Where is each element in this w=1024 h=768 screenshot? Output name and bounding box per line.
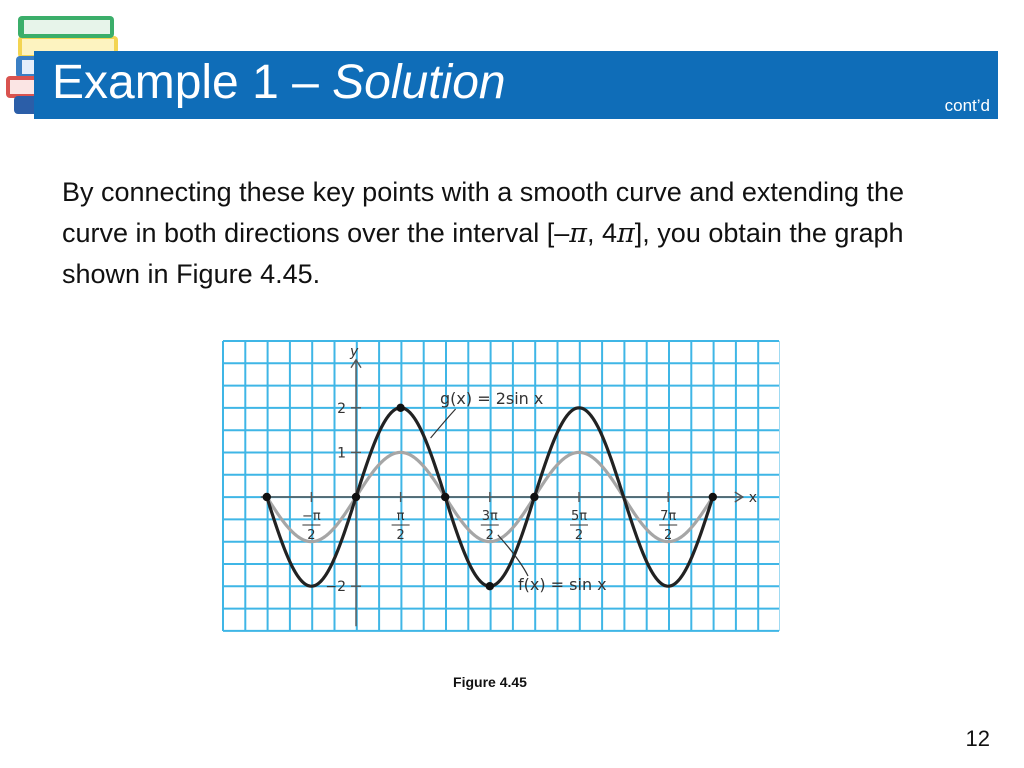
figure-caption: Figure 4.45 xyxy=(453,674,527,690)
key-point xyxy=(441,493,449,501)
y-axis-label: y xyxy=(350,343,359,360)
x-tick-label-numerator: −π xyxy=(302,509,321,524)
annotation-g: g(x) = 2sin x xyxy=(440,389,544,408)
key-point xyxy=(352,493,360,501)
x-tick-label-denominator: 2 xyxy=(664,528,673,543)
y-tick-label: −2 xyxy=(325,579,346,596)
y-tick-label: 1 xyxy=(337,445,346,462)
key-point xyxy=(709,493,717,501)
x-tick-label-numerator: 7π xyxy=(660,509,677,524)
key-point xyxy=(530,493,538,501)
x-tick-label-denominator: 2 xyxy=(574,528,584,543)
slide-title: Example 1 – Solution xyxy=(52,56,506,109)
body-paragraph: By connecting these key points with a smooth curve and extending the curve in both directions over the interval [–π, 4π], you obtain the graph shown in Figure 4.45. xyxy=(62,177,905,289)
key-point xyxy=(486,582,494,590)
title-italic: Solution xyxy=(332,56,506,109)
key-point xyxy=(396,404,404,412)
x-tick-label-denominator: 2 xyxy=(485,528,494,543)
annotation-f: f(x) = sin x xyxy=(518,575,607,594)
grid-lines xyxy=(223,341,780,631)
x-tick-label-denominator: 2 xyxy=(396,528,405,543)
sine-graph xyxy=(222,340,780,632)
y-tick-label: 2 xyxy=(337,400,346,417)
x-tick-label-numerator: π xyxy=(396,509,405,524)
page-number: 12 xyxy=(965,726,990,751)
continued-label: cont’d xyxy=(944,96,990,115)
key-point xyxy=(263,493,271,501)
x-tick-label-denominator: 2 xyxy=(307,528,316,543)
x-tick-label-numerator: 3π xyxy=(481,509,498,524)
x-axis-label: x xyxy=(748,490,758,506)
x-tick-label-numerator: 5π xyxy=(570,509,588,524)
annotation-g-pointer xyxy=(431,409,456,438)
